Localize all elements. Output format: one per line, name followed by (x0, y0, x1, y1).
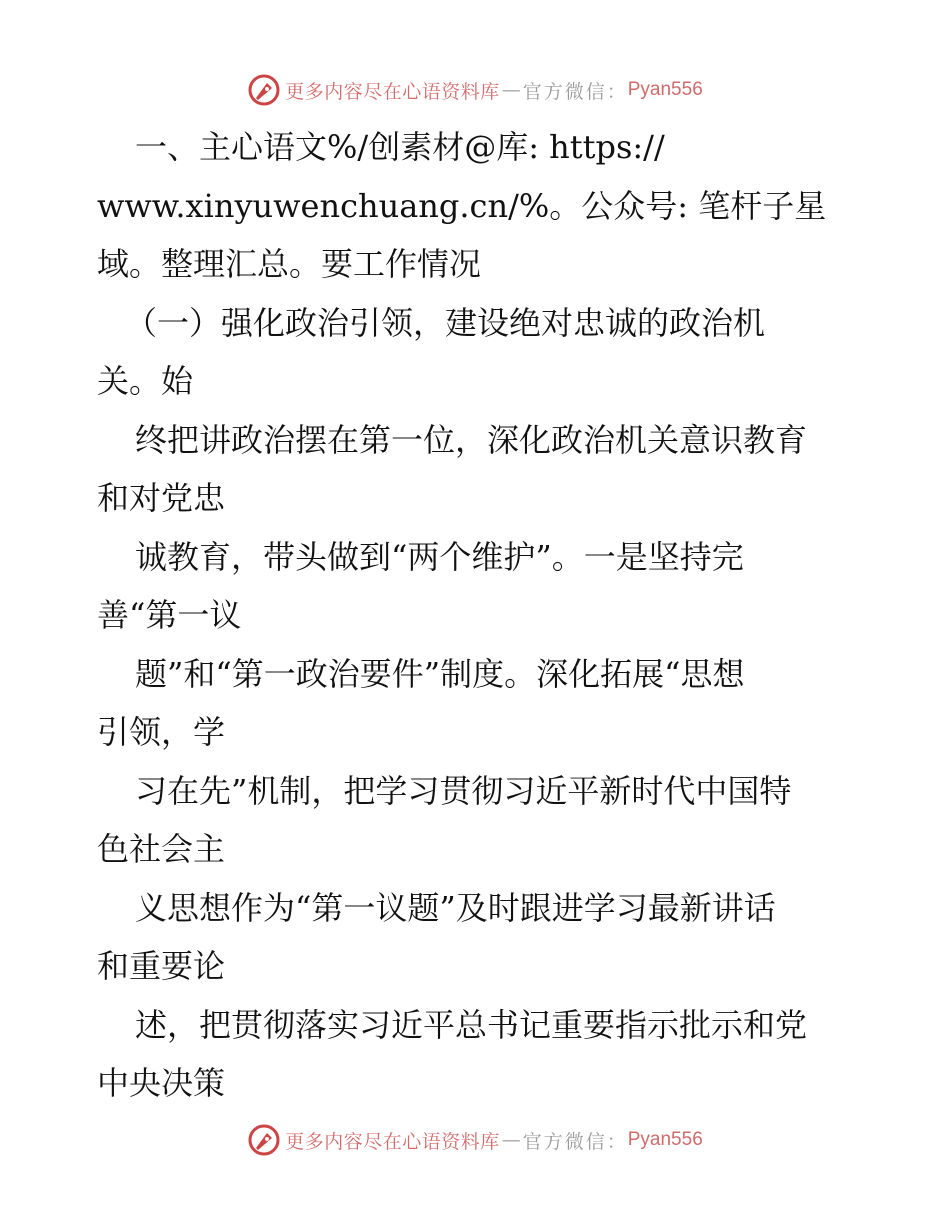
paragraph-line: 述，把贯彻落实习近平总书记重要指示批示和党 (135, 1005, 808, 1044)
banner-wechat-label: 官方微信： (522, 1130, 628, 1153)
footer-watermark-banner (0, 1120, 950, 1160)
paragraph-line: 终把讲政治摆在第一位，深化政治机关意识教育 (135, 420, 808, 459)
pen-nib-logo-icon (247, 1123, 281, 1157)
paragraph-line: 关。始 (97, 362, 194, 400)
paragraph-line: 和重要论 (97, 947, 226, 985)
paragraph-line: 中央决策 (97, 1064, 226, 1102)
paragraph-line: 和对党忠 (97, 479, 226, 517)
pen-nib-logo-icon (247, 73, 281, 107)
document-body (97, 118, 897, 1113)
banner-brand-text: 更多内容尽在心语资料库 (285, 80, 500, 103)
paragraph-line: 域。整理汇总。要工作情况 (97, 245, 482, 283)
banner-brand-text: 更多内容尽在心语资料库 (285, 1130, 500, 1153)
banner-wechat-id: Pyan556 (627, 1129, 703, 1150)
banner-wechat-label: 官方微信： (522, 80, 628, 103)
banner-wechat-id: Pyan556 (627, 79, 703, 100)
header-watermark-banner (0, 70, 950, 110)
paragraph-line: www.xinyuwenchuang.cn/%。公众号: 笔杆子星 (97, 186, 827, 225)
paragraph-line: 一、主心语文%/创素材@库: https:// (135, 128, 665, 166)
paragraph-line: 习在先”机制，把学习贯彻习近平新时代中国特 (135, 771, 792, 810)
paragraph-line: （一）强化政治引领，建设绝对忠诚的政治机 (125, 303, 766, 342)
paragraph-line: 善“第一议 (97, 596, 242, 634)
paragraph-line: 诚教育，带头做到“两个维护”。一是坚持完 (135, 537, 744, 576)
paragraph-line: 义思想作为“第一议题”及时跟进学习最新讲话 (135, 888, 776, 927)
banner-separator: — (501, 79, 521, 101)
banner-separator: — (501, 1129, 521, 1151)
paragraph-line: 题”和“第一政治要件”制度。深化拓展“思想 (135, 654, 745, 693)
paragraph-line: 引领，学 (97, 713, 226, 751)
paragraph-line: 色社会主 (97, 830, 226, 868)
